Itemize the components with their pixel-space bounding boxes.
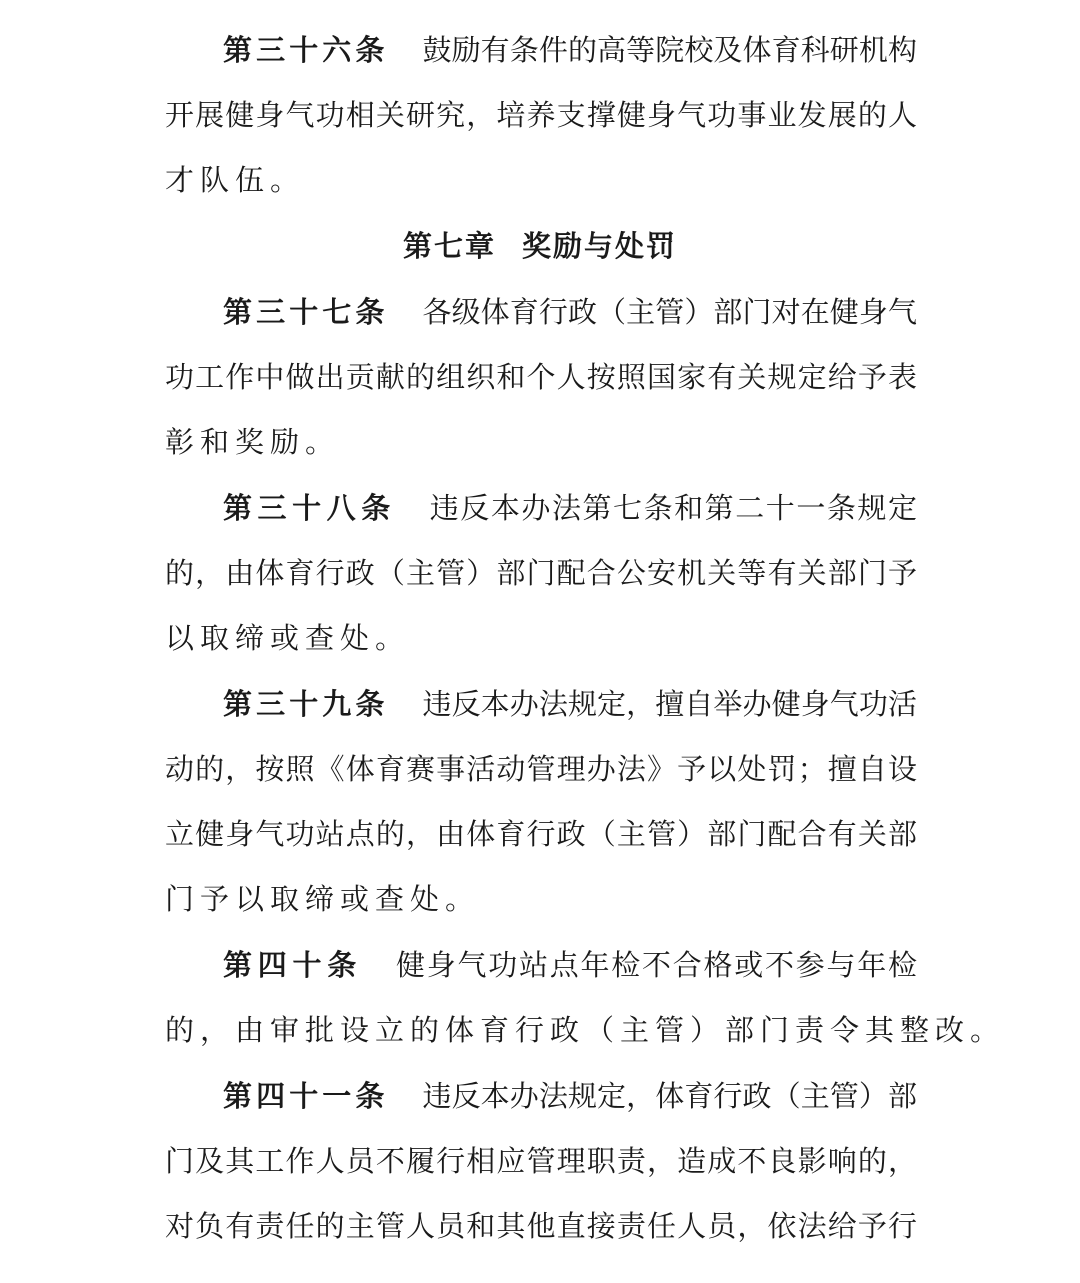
chapter-heading — [0, 226, 1080, 266]
article-line: 第三十六条 鼓励有条件的高等院校及体育科研机构 — [223, 33, 917, 67]
article-line: 第三十八条 违反本办法第七条和第二十一条规定 — [223, 491, 917, 525]
article-line: 的，由审批设立的体育行政（主管）部门责令其整改。 — [165, 1013, 1006, 1047]
article-line: 第三十九条 违反本办法规定，擅自举办健身气功活 — [223, 687, 917, 721]
article-line: 以取缔或查处。 — [165, 621, 411, 655]
article-line: 的，由体育行政（主管）部门配合公安机关等有关部门予 — [165, 556, 917, 590]
article-line: 第四十条 健身气功站点年检不合格或不参与年检 — [223, 948, 917, 982]
article-line: 彰和奖励。 — [165, 425, 341, 459]
article-number: 第四十一条 — [223, 1079, 389, 1113]
article-number: 第三十七条 — [223, 295, 389, 329]
article-line: 第三十七条 各级体育行政（主管）部门对在健身气 — [223, 295, 917, 329]
article-line: 开展健身气功相关研究，培养支撑健身气功事业发展的人 — [165, 98, 917, 132]
article-line: 第四十一条 违反本办法规定，体育行政（主管）部 — [223, 1079, 917, 1113]
article-line: 动的，按照《体育赛事活动管理办法》予以处罚；擅自设 — [165, 752, 917, 786]
article-line: 门予以取缔或查处。 — [165, 882, 481, 916]
article-line: 功工作中做出贡献的组织和个人按照国家有关规定给予表 — [165, 360, 917, 394]
article-number: 第三十九条 — [223, 687, 389, 721]
article-number: 第三十八条 — [223, 491, 396, 525]
chapter-number: 第七章 — [402, 229, 496, 263]
article-line: 才队伍。 — [165, 163, 306, 197]
chapter-title: 奖励与处罚 — [522, 229, 678, 263]
article-line: 门及其工作人员不履行相应管理职责，造成不良影响的， — [165, 1144, 917, 1178]
article-line: 对负有责任的主管人员和其他直接责任人员，依法给予行 — [165, 1209, 917, 1243]
article-line: 立健身气功站点的，由体育行政（主管）部门配合有关部 — [165, 817, 917, 851]
article-number: 第三十六条 — [223, 33, 389, 67]
article-number: 第四十条 — [223, 948, 362, 982]
